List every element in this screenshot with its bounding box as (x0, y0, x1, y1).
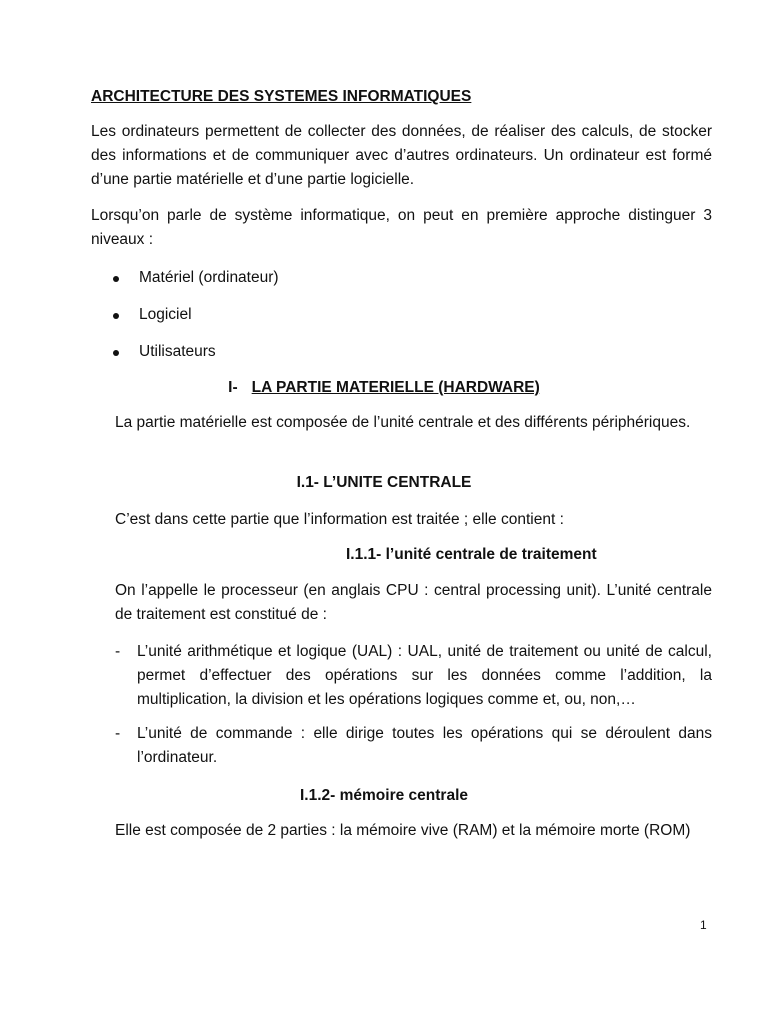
section-heading-hardware (0, 376, 768, 400)
memory-paragraph: Elle est composée de 2 parties : la mémoire vive (RAM) et la mémoire morte (ROM) (115, 822, 691, 839)
levels-intro-paragraph: Lorsqu’on parle de système informatique, on peut en première approche distinguer 3 niveaux : (91, 207, 712, 248)
levels-list (113, 266, 279, 377)
section-heading-central-unit: I.1- L’UNITE CENTRALE (296, 474, 472, 491)
bullet-icon (113, 350, 119, 356)
dash-marker: - (115, 725, 121, 742)
list-item-text: L’unité arithmétique et logique (UAL) : UAL, unité de traitement ou unité de calcul, permet d’effectuer des opérations sur les données comme l’addition, la multiplication, la division et les opérations logiques comme et, ou, non,… (137, 643, 712, 708)
list-item-text: Logiciel (139, 306, 192, 323)
processor-paragraph: On l’appelle le processeur (en anglais CPU : central processing unit). L’unité centrale de traitement est constitué de : (115, 582, 712, 623)
bullet-icon (113, 276, 119, 282)
central-unit-paragraph: C’est dans cette partie que l’information est traitée ; elle contient : (115, 511, 564, 528)
dash-marker: - (115, 643, 121, 660)
list-item-text: Matériel (ordinateur) (139, 269, 279, 286)
list-item (113, 340, 279, 377)
list-item (113, 303, 279, 340)
list-item (115, 640, 712, 712)
list-item (115, 722, 712, 770)
hardware-paragraph: La partie matérielle est composée de l’unité centrale et des différents périphériques. (115, 414, 691, 431)
document-title: ARCHITECTURE DES SYSTEMES INFORMATIQUES (91, 88, 472, 105)
intro-paragraph: Les ordinateurs permettent de collecter des données, de réaliser des calculs, de stocker des informations et de communiquer avec d’autres ordinateurs. Un ordinateur est formé d’une partie matérielle et d’une partie logicielle. (91, 123, 712, 188)
section-number: I- (228, 379, 238, 396)
list-item (113, 266, 279, 303)
list-item-text: Utilisateurs (139, 343, 216, 360)
section-heading-main-memory: I.1.2- mémoire centrale (300, 787, 468, 804)
list-item-text: L’unité de commande : elle dirige toutes les opérations qui se déroulent dans l’ordinateur. (137, 725, 712, 766)
components-list-continued (115, 722, 712, 770)
page-number: 1 (700, 918, 707, 932)
components-list (115, 640, 712, 712)
bullet-icon (113, 313, 119, 319)
section-title: LA PARTIE MATERIELLE (HARDWARE) (251, 379, 540, 396)
section-heading-processing-unit: I.1.1- l’unité centrale de traitement (346, 546, 597, 563)
